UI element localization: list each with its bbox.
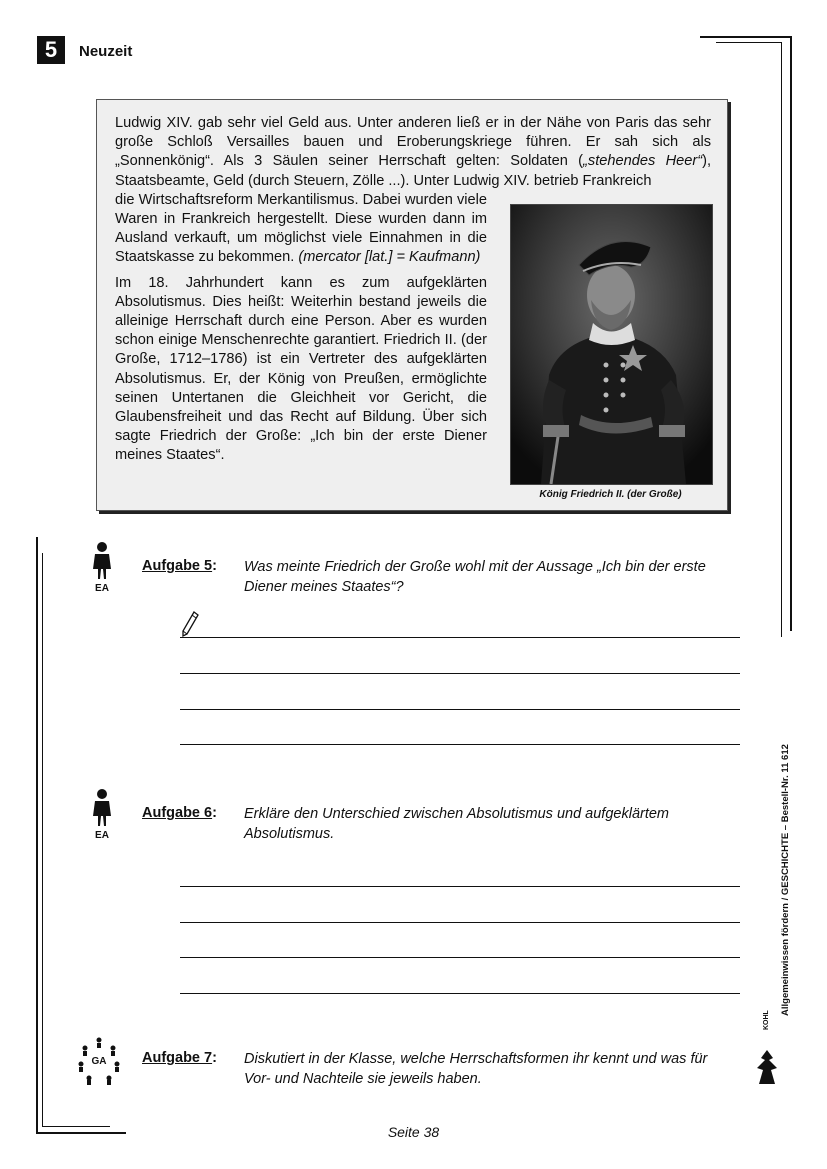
- frame-line-left-outer: [36, 537, 38, 1134]
- chapter-title: Neuzeit: [79, 43, 133, 60]
- info-box: [96, 99, 728, 511]
- frame-line-left-inner: [42, 553, 43, 1127]
- person-icon: [87, 788, 117, 828]
- info-paragraph-3: Im 18. Jahrhundert kann es zum aufgeklärten Absolutismus. Dies heißt: Weiterhin bestand jeweils die alleinige Herrschaft durch eine Person. Aber es wurden schon einige Menschenrechte garantiert. Friedrich II. (der Große, 1712–1786) ist ein Vertreter des aufgeklärten Absolutismus. Er, der König von Preußen, ermöglichte seinen Untertanen die Gleichheit vor Gericht, die Glaubensfreiheit und das Recht auf Bildung. Über sich sagte Friedrich der Große: „Ich bin der erste Diener meines Staates“.: [115, 274, 487, 464]
- ea-badge-5: [87, 541, 117, 594]
- task-6-text: Erkläre den Unterschied zwischen Absolutismus und aufgeklärtem Absolutismus.: [244, 806, 670, 842]
- ga-label: GA: [91, 1056, 107, 1067]
- answer-line[interactable]: [180, 993, 740, 994]
- answer-line[interactable]: [180, 673, 740, 674]
- task-7-label: Aufgabe 7: [142, 1050, 213, 1066]
- answer-line[interactable]: [180, 886, 740, 887]
- publisher-name: KOHL: [763, 1010, 770, 1030]
- page-number: Seite 38: [387, 1124, 440, 1140]
- info-paragraph-1: Ludwig XIV. gab sehr viel Geld aus. Unter anderen ließ er in der Nähe von Paris das sehr große Schloß Versailles bauen und Eroberungskriege führen. Er sah sich als „Sonnenkönig“. Als 3 Säulen seiner Herrschaft gelten: Soldaten („stehendes Heer“), Staatsbeamte, Geld (durch Steuern, Zölle ...). Unter Ludwig XIV. betrieb Frankreich: [115, 115, 711, 189]
- task-6-label: Aufgabe 6: [142, 805, 213, 821]
- answer-line[interactable]: [180, 709, 740, 710]
- answer-line[interactable]: [180, 744, 740, 745]
- ea-label: EA: [95, 583, 109, 594]
- side-text: Allgemeinwissen fördern / GESCHICHTE – Bestell-Nr. 11 612: [780, 744, 791, 1016]
- task-6: Aufgabe 6:: [142, 805, 217, 821]
- pencil-icon: [180, 610, 200, 643]
- portrait-illustration: [511, 205, 712, 484]
- portrait-image: [510, 204, 713, 485]
- ga-badge: [77, 1036, 121, 1091]
- ea-label: EA: [95, 830, 109, 841]
- publisher-logo: [755, 1010, 779, 1086]
- frame-line-top-right-inner: [716, 42, 782, 43]
- ea-badge-6: [87, 788, 117, 841]
- task-7-text: Diskutiert in der Klasse, welche Herrschaftsformen ihr kennt und was für Vor- und Nachteile sie jeweils haben.: [244, 1051, 708, 1087]
- person-icon: [87, 541, 117, 581]
- task-7: Aufgabe 7:: [142, 1050, 217, 1066]
- portrait-caption: König Friedrich II. (der Große): [539, 489, 682, 500]
- task-5: Aufgabe 5:: [142, 558, 217, 574]
- task-5-text: Was meinte Friedrich der Große wohl mit der Aussage „Ich bin der erste Diener meines Staates“?: [244, 559, 706, 595]
- frame-line-right-inner: [781, 42, 782, 637]
- info-paragraph-2: die Wirtschaftsreform Merkantilismus. Dabei wurden viele Waren in Frankreich hergestellt. Diese wurden dann im Ausland verkauft, um möglichst viele Einnahmen in die Staatskasse zu bekommen. (mercator [lat.] = Kaufmann): [115, 191, 487, 266]
- answer-line[interactable]: [180, 637, 740, 638]
- frame-line-top-right: [700, 36, 792, 38]
- answer-line[interactable]: [180, 957, 740, 958]
- frame-line-right-outer: [790, 36, 792, 631]
- chapter-number: 5: [37, 36, 65, 64]
- answer-line[interactable]: [180, 922, 740, 923]
- task-5-label: Aufgabe 5: [142, 558, 213, 574]
